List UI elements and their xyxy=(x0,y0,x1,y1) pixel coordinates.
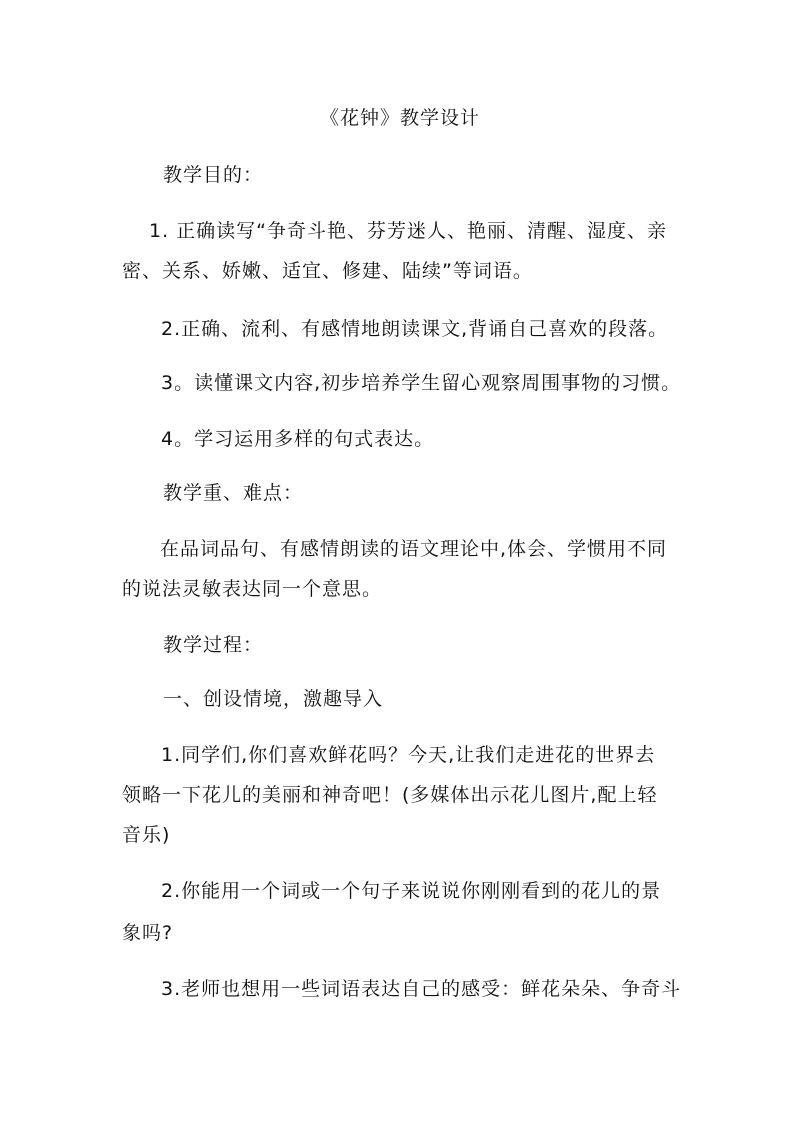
process-1-line-2: 领略一下花儿的美丽和神奇吧！(多媒体出示花儿图片,配上轻 xyxy=(122,784,658,806)
heading-key-points: 教学重、难点： xyxy=(163,482,304,504)
document-title: 《花钟》教学设计 xyxy=(319,107,480,129)
goal-3: 3。读懂课文内容,初步培养学生留心观察周围事物的习惯。 xyxy=(161,372,682,394)
goal-1-line-2: 密、关系、娇嫩、适宜、修建、陆续”等词语。 xyxy=(122,260,533,282)
heading-teaching-goals: 教学目的： xyxy=(163,164,264,186)
process-2-line-1: 2.你能用一个词或一个句子来说说你刚刚看到的花儿的景 xyxy=(161,880,662,902)
process-1-line-1: 1.同学们,你们喜欢鲜花吗？今天,让我们走进花的世界去 xyxy=(161,744,656,766)
section-1-heading: 一、创设情境，激趣导入 xyxy=(163,688,384,710)
key-points-line-2: 的说法灵敏表达同一个意思。 xyxy=(122,578,383,600)
process-1-line-3: 音乐) xyxy=(122,824,171,846)
goal-2: 2.正确、流利、有感情地朗读课文,背诵自己喜欢的段落。 xyxy=(161,318,669,340)
process-2-line-2: 象吗? xyxy=(122,922,174,944)
goal-4: 4。学习运用多样的句式表达。 xyxy=(161,428,435,450)
heading-teaching-process: 教学过程： xyxy=(163,634,264,656)
key-points-line-1: 在品词品句、有感情朗读的语文理论中,体会、学惯用不同 xyxy=(160,538,668,560)
goal-1-line-1: 1. 正确读写“争奇斗艳、芬芳迷人、艳丽、清醒、湿度、亲 xyxy=(149,220,668,242)
process-3-line-1: 3.老师也想用一些词语表达自己的感受：鲜花朵朵、争奇斗 xyxy=(161,978,682,1000)
